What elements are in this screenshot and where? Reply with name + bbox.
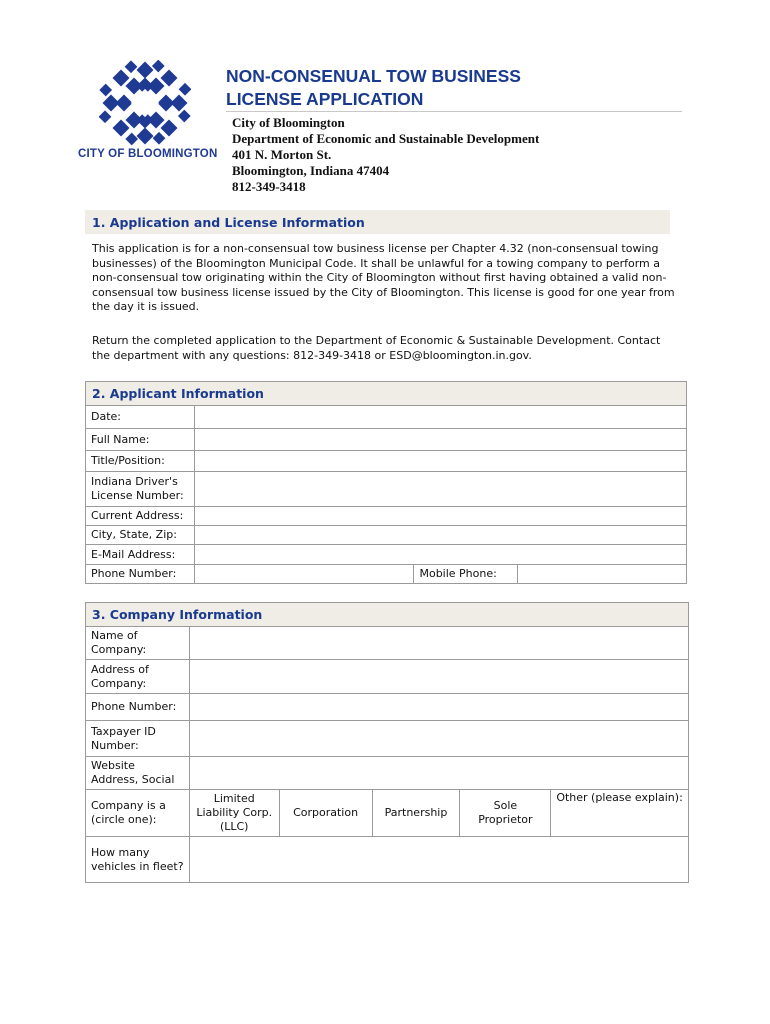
date-label: Date: (86, 406, 195, 429)
option-llc[interactable]: Limited Liability Corp. (LLC) (189, 790, 279, 837)
company-address-label: Address of Company: (86, 660, 190, 694)
current-address-label: Current Address: (86, 507, 195, 526)
full-name-field[interactable] (194, 429, 686, 451)
page-title (226, 65, 521, 111)
taxpayer-id-label: Taxpayer ID Number: (86, 721, 190, 757)
section-2-heading: 2. Applicant Information (86, 382, 687, 406)
section-1-heading: 1. Application and License Information (92, 215, 365, 230)
taxpayer-id-field[interactable] (189, 721, 688, 757)
phone-number-label: Phone Number: (86, 565, 195, 584)
title-position-field[interactable] (194, 451, 686, 472)
option-corporation[interactable]: Corporation (279, 790, 372, 837)
full-name-label: Full Name: (86, 429, 195, 451)
city-state-zip-field[interactable] (194, 526, 686, 545)
date-field[interactable] (194, 406, 686, 429)
address-phone: 812-349-3418 (232, 179, 306, 194)
phone-number-field[interactable] (194, 565, 414, 584)
address-city: City of Bloomington (232, 115, 345, 130)
website-field[interactable] (189, 757, 688, 790)
email-field[interactable] (194, 545, 686, 565)
title-divider (226, 111, 682, 112)
mobile-phone-field[interactable] (518, 565, 687, 584)
option-partnership[interactable]: Partnership (372, 790, 460, 837)
company-phone-label: Phone Number: (86, 694, 190, 721)
company-address-field[interactable] (189, 660, 688, 694)
title-line-1: NON-CONSENUAL TOW BUSINESS (226, 66, 521, 86)
department-address (232, 115, 539, 195)
company-name-label: Name of Company: (86, 627, 190, 660)
company-name-field[interactable] (189, 627, 688, 660)
city-state-zip-label: City, State, Zip: (86, 526, 195, 545)
mobile-phone-label: Mobile Phone: (414, 565, 518, 584)
option-other[interactable]: Other (please explain): (551, 790, 689, 837)
company-type-label: Company is a (circle one): (86, 790, 190, 837)
logo-text: CITY OF BLOOMINGTON (78, 148, 218, 160)
title-line-2: LICENSE APPLICATION (226, 89, 424, 109)
address-street: 401 N. Morton St. (232, 147, 332, 162)
current-address-field[interactable] (194, 507, 686, 526)
city-logo (78, 60, 216, 168)
address-department: Department of Economic and Sustainable Development (232, 131, 540, 146)
fleet-size-field[interactable] (189, 837, 688, 883)
fleet-size-label: How many vehicles in fleet? (86, 837, 190, 883)
company-phone-field[interactable] (189, 694, 688, 721)
option-sole-proprietor[interactable]: Sole Proprietor (460, 790, 551, 837)
section-1-header (85, 210, 670, 234)
company-information-table (85, 602, 689, 883)
applicant-information-table (85, 381, 687, 584)
section-3-heading: 3. Company Information (86, 603, 689, 627)
license-info-paragraph: This application is for a non-consensual tow business license per Chapter 4.32 (non-consensual towing businesses) of the Bloomington Municipal Code. It shall be unlawful for a towing company to perform a non-consensual tow originating within the City of Bloomington without first having obtained a valid non-consensual tow business license issued by the City of Bloomington. This license is good for one year from the day it is issued. (92, 242, 675, 314)
website-label: Website Address, Social (86, 757, 190, 790)
title-position-label: Title/Position: (86, 451, 195, 472)
address-city-state-zip: Bloomington, Indiana 47404 (232, 163, 390, 178)
return-instructions-paragraph: Return the completed application to the Department of Economic & Sustainable Development. Contact the department with any questions: 812-349-3418 or ESD@bloomington.in.gov. (92, 334, 661, 362)
drivers-license-field[interactable] (194, 472, 686, 507)
email-label: E-Mail Address: (86, 545, 195, 565)
drivers-license-label: Indiana Driver's License Number: (86, 472, 195, 507)
snowflake-star-logo-icon (99, 60, 191, 146)
